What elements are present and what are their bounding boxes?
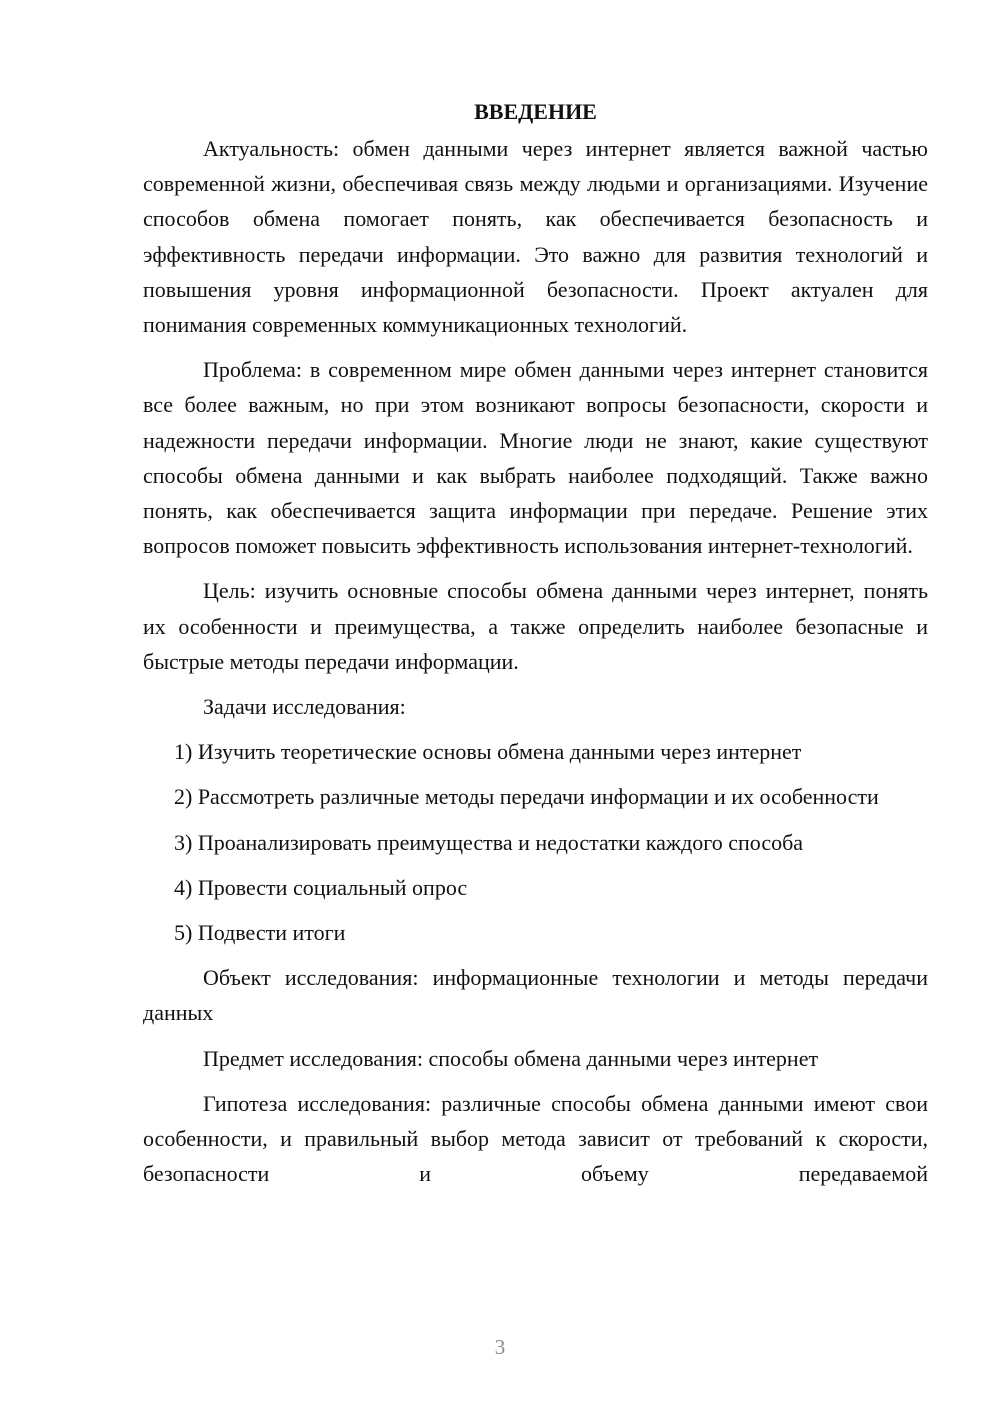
problem-paragraph: Проблема: в современном мире обмен данными через интернет становится все более важным, но при этом возникают вопросы безопасности, скорости и надежности передачи информации. Многие люди не знают, какие существуют способы обмена данными и как выбрать наиболее подходящий. Также важно понять, как обеспечивается защита информации при передаче. Решение этих вопросов поможет повысить эффективность использования интернет-технологий. [143, 357, 928, 559]
task-item-5: 5) Подвести итоги [174, 920, 346, 946]
page-number: 3 [494, 1335, 506, 1359]
hypothesis-paragraph: Гипотеза исследования: различные способы обмена данными имеют свои особенности, и правильный выбор метода зависит от требований к скорости, безопасности и объему передаваемой [143, 1090, 928, 1187]
task-item-2: 2) Рассмотреть различные методы передачи информации и их особенности [174, 784, 879, 810]
page-body [143, 94, 928, 1191]
object-paragraph: Объект исследования: информационные технологии и методы передачи данных [143, 965, 928, 1026]
relevance-paragraph: Актуальность: обмен данными через интернет является важной частью современной жизни, обеспечивая связь между людьми и организациями. Изучение способов обмена помогает понять, как обеспечивается безопасность и эффективность передачи информации. Это важно для развития технологий и повышения уровня информационной безопасности. Проект актуален для понимания современных коммуникационных технологий. [143, 136, 928, 338]
task-item-4: 4) Провести социальный опрос [174, 874, 468, 900]
goal-paragraph: Цель: изучить основные способы обмена данными через интернет, понять их особенности и преимущества, а также определить наиболее безопасные и быстрые методы передачи информации. [143, 578, 928, 674]
page-title: ВВЕДЕНИЕ [474, 99, 597, 124]
task-item-3: 3) Проанализировать преимущества и недостатки каждого способа [174, 829, 804, 855]
subject-paragraph: Предмет исследования: способы обмена данными через интернет [203, 1045, 819, 1071]
task-item-1: 1) Изучить теоретические основы обмена данными через интернет [174, 739, 802, 765]
tasks-heading: Задачи исследования: [203, 694, 406, 720]
